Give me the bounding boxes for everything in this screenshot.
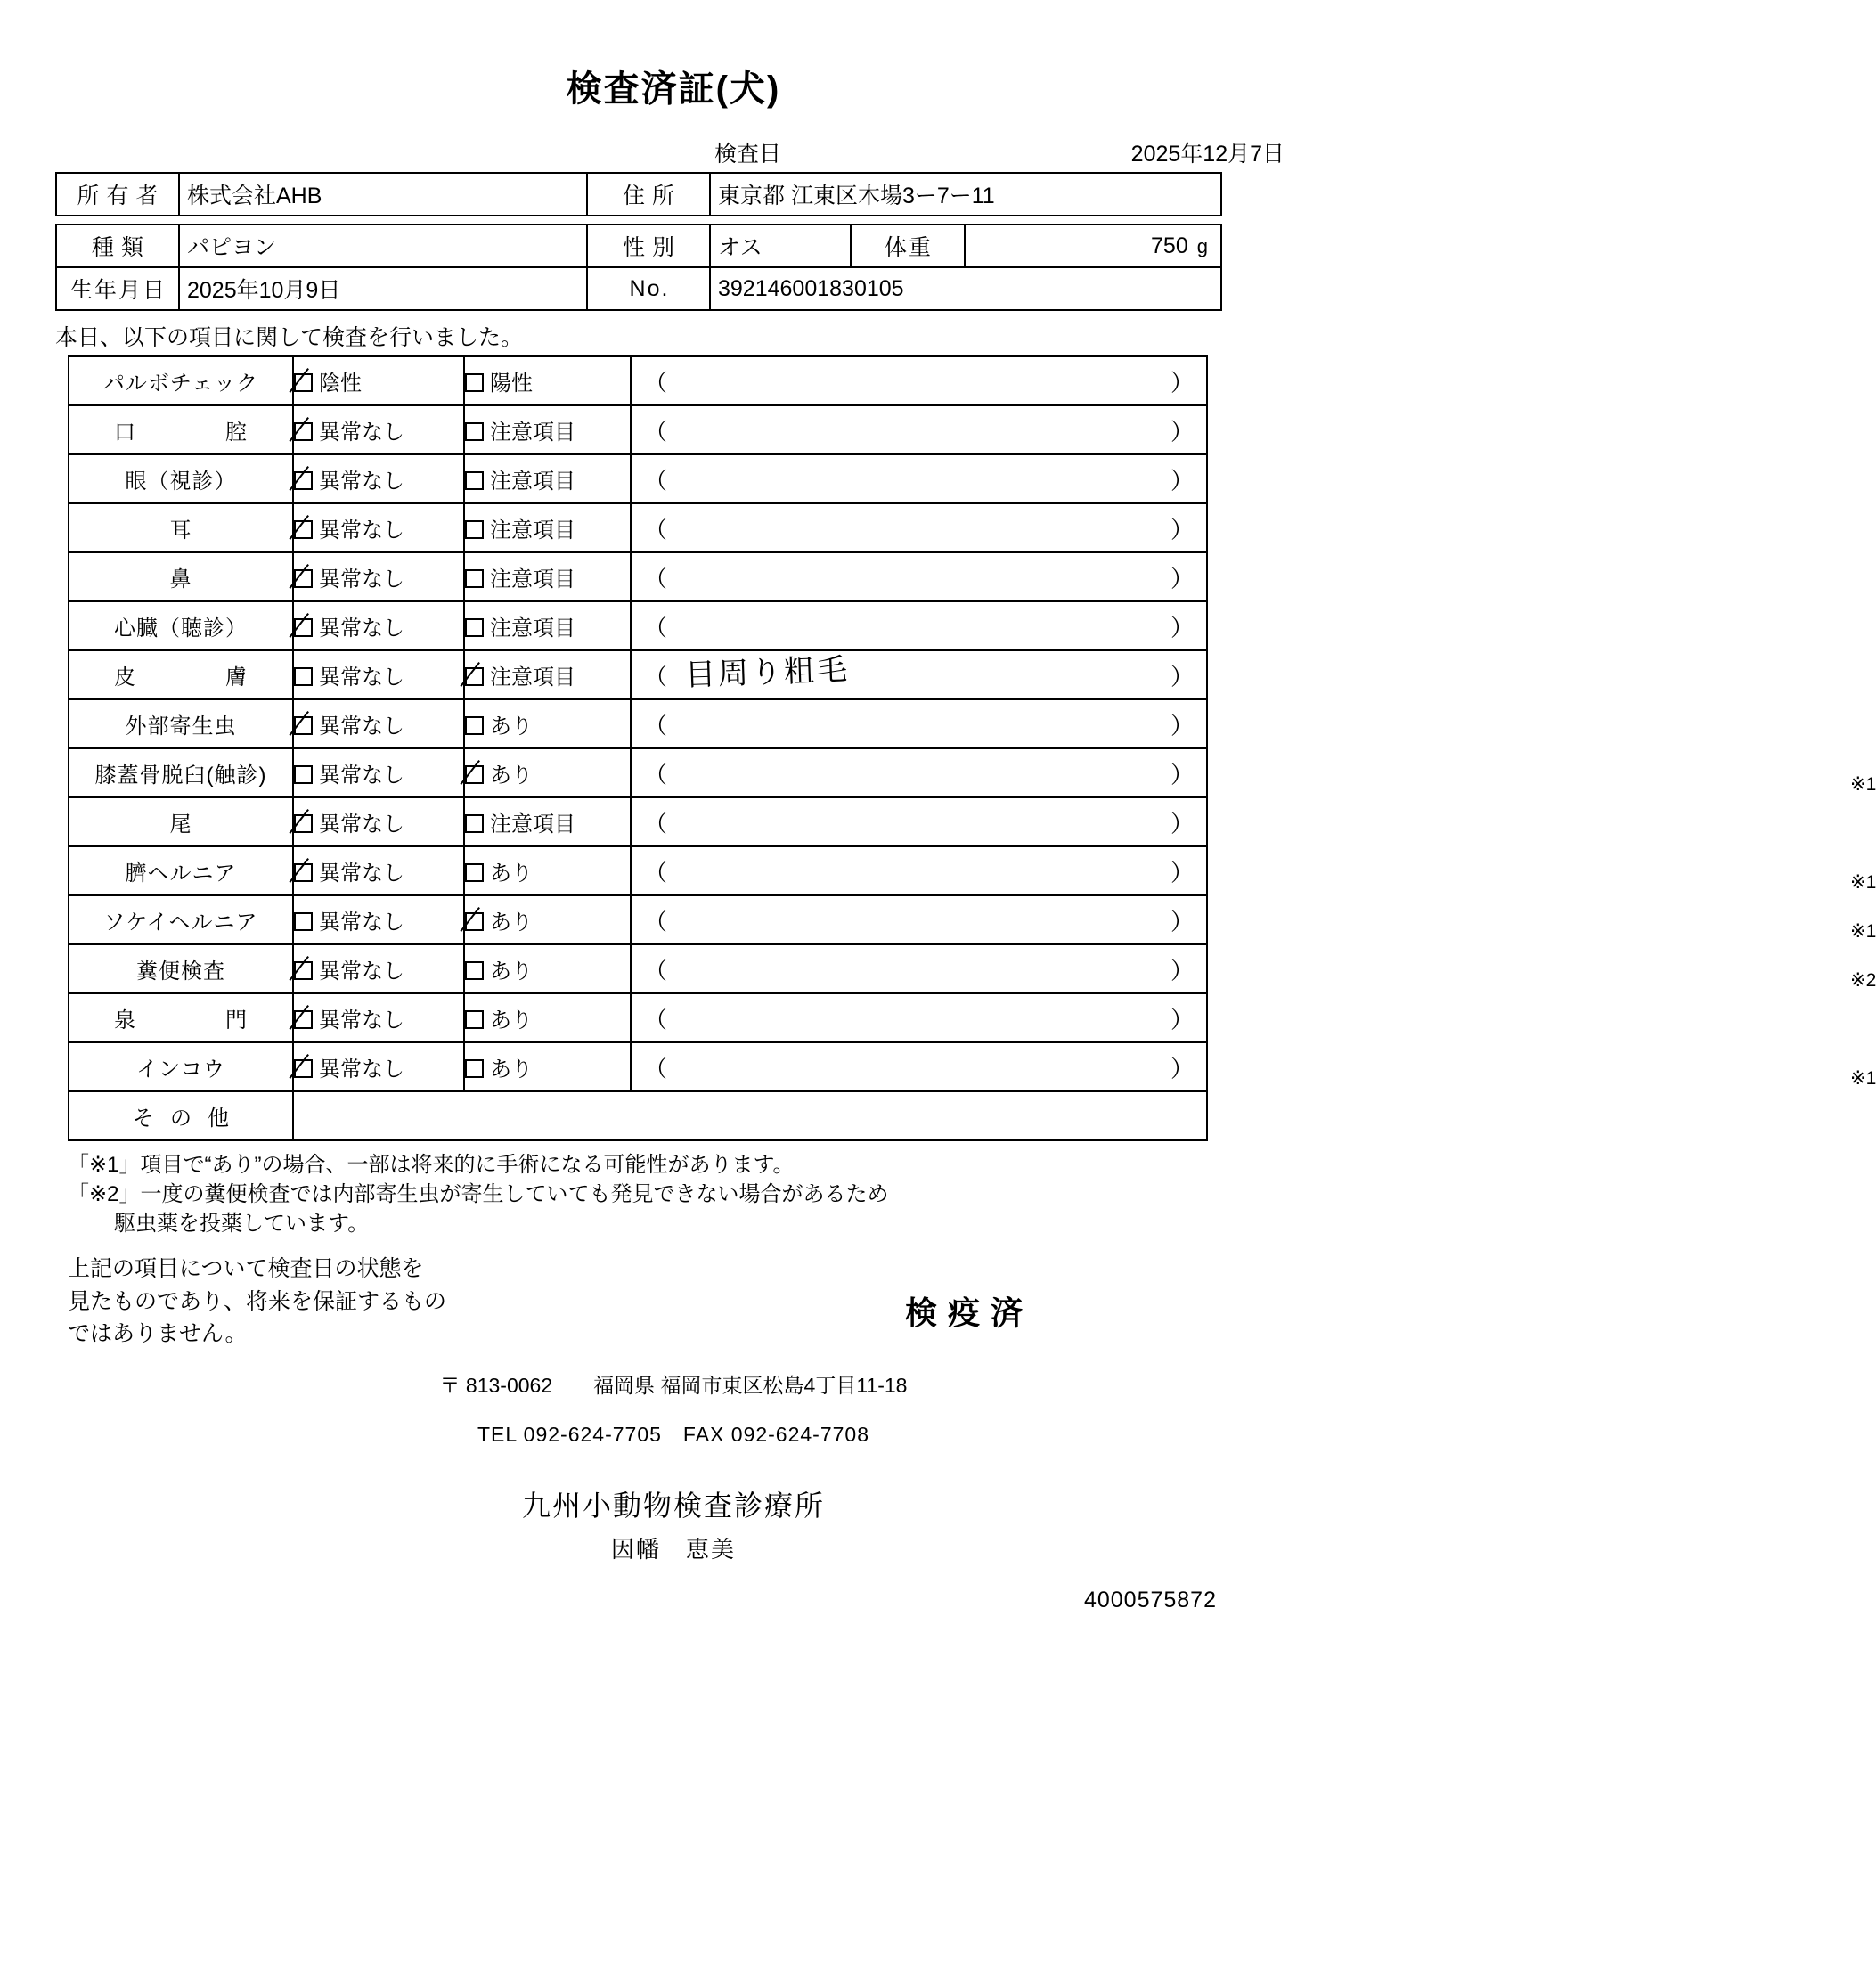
table-row <box>69 699 1207 748</box>
checkbox-icon[interactable] <box>294 1010 313 1029</box>
comment-cell[interactable] <box>631 650 1207 699</box>
option-2-label: あり <box>490 714 533 739</box>
comment-cell[interactable] <box>631 993 1207 1042</box>
checkbox-icon[interactable] <box>465 520 484 539</box>
option-1-cell[interactable] <box>293 650 464 699</box>
inspection-item-label: 膝蓋骨脱臼(触診) <box>69 748 293 797</box>
exam-date-line <box>55 136 1292 167</box>
option-1-label: 異常なし <box>319 470 404 494</box>
inspection-item-label: 尾 <box>69 797 293 846</box>
paren-open: （ <box>644 516 668 543</box>
checkbox-icon[interactable] <box>465 912 484 931</box>
option-1-cell[interactable] <box>293 748 464 797</box>
checkbox-icon[interactable] <box>465 1010 484 1029</box>
paren-close: ） <box>1170 369 1194 396</box>
option-1-label: 異常なし <box>319 910 404 935</box>
paren-close: ） <box>1170 516 1194 543</box>
weight-value: 750 <box>1151 233 1188 258</box>
inspection-rows <box>69 356 1876 1091</box>
animal-table <box>55 224 1222 311</box>
comment-cell[interactable] <box>631 1042 1876 1091</box>
checkbox-icon[interactable] <box>465 667 484 686</box>
checkbox-icon[interactable] <box>465 569 484 588</box>
option-1-label: 異常なし <box>319 714 404 739</box>
inspection-table <box>68 355 1876 1141</box>
inspection-item-label: ソケイヘルニア <box>69 895 293 944</box>
inspection-item-label: 心臓（聴診） <box>69 601 293 650</box>
closing-statement <box>68 1253 1292 1350</box>
table-row <box>69 356 1207 405</box>
paren-close: ） <box>1170 418 1194 445</box>
inspection-item-label: 糞便検査 <box>69 944 293 993</box>
paren-open: （ <box>644 1006 668 1033</box>
table-row <box>69 1042 1207 1091</box>
inspection-item-label: 外部寄生虫 <box>69 699 293 748</box>
checkbox-icon[interactable] <box>465 716 484 735</box>
table-row <box>69 650 1207 699</box>
option-1-label: 異常なし <box>319 959 404 984</box>
table-row <box>69 797 1207 846</box>
paren-close: ） <box>1170 614 1194 641</box>
sex-label: 性別 <box>587 225 710 267</box>
handwritten-comment: 目周り粗毛 <box>684 651 851 694</box>
option-2-cell[interactable] <box>464 650 631 699</box>
comment-cell[interactable] <box>631 797 1207 846</box>
breed-value: パピヨン <box>179 225 587 267</box>
option-1-cell[interactable] <box>293 895 464 944</box>
sex-value: オス <box>710 225 851 267</box>
option-2-label: 注意項目 <box>490 616 575 641</box>
table-row <box>69 895 1207 944</box>
exam-date-value: 2025年12月7日 <box>1130 142 1285 167</box>
option-1-cell[interactable] <box>293 454 464 503</box>
paren-open: （ <box>644 467 668 494</box>
option-2-label: あり <box>490 1008 533 1033</box>
comment-cell[interactable] <box>631 356 1207 405</box>
option-1-cell[interactable] <box>293 552 464 601</box>
table-row <box>69 748 1207 797</box>
option-2-cell[interactable] <box>464 993 631 1042</box>
option-1-label: 異常なし <box>319 1008 404 1033</box>
paren-close: ） <box>1170 761 1194 788</box>
weight-value-cell <box>965 225 1221 267</box>
option-2-label: あり <box>490 959 533 984</box>
option-2-label: 注意項目 <box>490 518 575 543</box>
paren-close: ） <box>1170 810 1194 837</box>
owner-label: 所有者 <box>56 173 179 216</box>
comment-cell[interactable] <box>631 944 1876 993</box>
option-2-label: 注意項目 <box>490 421 575 445</box>
closing-line-2: 見たものであり、将来を保証するもの <box>68 1288 447 1314</box>
option-2-label: あり <box>490 1057 533 1082</box>
checkbox-icon[interactable] <box>465 1059 484 1078</box>
weight-unit: g <box>1196 234 1208 257</box>
paren-close: ） <box>1170 712 1194 739</box>
paren-close: ） <box>1170 1055 1194 1082</box>
option-1-label: 異常なし <box>319 763 404 788</box>
paren-open: （ <box>644 810 668 837</box>
paren-close: ） <box>1170 467 1194 494</box>
inspection-item-label: 皮 膚 <box>69 650 293 699</box>
checkbox-icon[interactable] <box>465 373 484 392</box>
option-2-cell[interactable] <box>464 797 631 846</box>
owner-value: 株式会社AHB <box>179 173 587 216</box>
checkbox-icon[interactable] <box>294 814 313 833</box>
paren-open: （ <box>644 369 668 396</box>
option-2-cell[interactable] <box>464 503 631 552</box>
checkbox-icon[interactable] <box>294 618 313 637</box>
table-row <box>56 225 1221 267</box>
closing-line-1: 上記の項目について検査日の状態を <box>68 1256 424 1282</box>
quarantine-stamp: 検疫済 <box>905 1294 1034 1332</box>
option-1-cell[interactable] <box>293 944 464 993</box>
option-1-cell[interactable] <box>293 601 464 650</box>
comment-cell[interactable] <box>631 503 1207 552</box>
paren-open: （ <box>644 418 668 445</box>
table-row <box>56 267 1221 310</box>
checkbox-icon[interactable] <box>465 618 484 637</box>
option-2-cell[interactable] <box>464 1042 631 1091</box>
option-2-cell[interactable] <box>464 846 631 895</box>
option-2-cell[interactable] <box>464 356 631 405</box>
clinic-postal-address: 〒 813-0062 福岡県 福岡市東区松島4丁目11-18 <box>439 1374 908 1398</box>
option-2-label: あり <box>490 910 533 935</box>
paren-open: （ <box>644 663 668 690</box>
inspection-item-label: 耳 <box>69 503 293 552</box>
paren-open: （ <box>644 712 668 739</box>
table-row <box>69 454 1207 503</box>
checkbox-icon[interactable] <box>465 961 484 980</box>
inspection-item-label: 眼（視診） <box>69 454 293 503</box>
option-1-label: 異常なし <box>319 616 404 641</box>
table-row <box>56 173 1221 216</box>
table-row <box>69 846 1207 895</box>
footnote-marker: ※2 <box>1850 969 1876 991</box>
option-1-label: 異常なし <box>319 1057 404 1082</box>
option-2-cell[interactable] <box>464 552 631 601</box>
table-row <box>69 993 1207 1042</box>
paren-close: ） <box>1170 957 1194 984</box>
comment-cell[interactable] <box>631 454 1207 503</box>
table-row <box>69 552 1207 601</box>
checkbox-icon[interactable] <box>294 520 313 539</box>
paren-open: （ <box>644 908 668 935</box>
paren-close: ） <box>1170 663 1194 690</box>
checkbox-icon[interactable] <box>294 1059 313 1078</box>
option-2-label: 注意項目 <box>490 665 575 690</box>
inspection-item-label: 泉 門 <box>69 993 293 1042</box>
comment-cell[interactable] <box>631 405 1207 454</box>
option-1-label: 異常なし <box>319 567 404 592</box>
option-1-cell[interactable] <box>293 503 464 552</box>
page-title: 検査済証(犬) <box>566 69 781 109</box>
option-2-label: 陽性 <box>490 372 533 396</box>
certificate-page <box>0 61 1876 1976</box>
other-row <box>69 1091 1207 1140</box>
footnote-marker: ※1 <box>1850 1067 1876 1089</box>
checkbox-icon[interactable] <box>294 912 313 931</box>
checkbox-icon[interactable] <box>294 863 313 882</box>
option-1-cell[interactable] <box>293 405 464 454</box>
option-2-cell[interactable] <box>464 454 631 503</box>
footnote-marker: ※1 <box>1850 920 1876 942</box>
option-1-label: 異常なし <box>319 518 404 543</box>
paren-close: ） <box>1170 908 1194 935</box>
paren-open: （ <box>644 565 668 592</box>
comment-cell[interactable] <box>631 895 1876 944</box>
option-2-label: 注意項目 <box>490 812 575 837</box>
comment-cell[interactable] <box>631 748 1876 797</box>
inspection-item-label: インコウ <box>69 1042 293 1091</box>
option-2-label: 注意項目 <box>490 567 575 592</box>
closing-line-3: ではありません。 <box>68 1320 248 1346</box>
inspection-item-label: 鼻 <box>69 552 293 601</box>
checkbox-icon[interactable] <box>465 814 484 833</box>
checkbox-icon[interactable] <box>294 373 313 392</box>
option-1-cell[interactable] <box>293 993 464 1042</box>
checkbox-icon[interactable] <box>294 569 313 588</box>
footnote-marker: ※1 <box>1850 871 1876 893</box>
checkbox-icon[interactable] <box>294 765 313 784</box>
inspection-item-label: 口 腔 <box>69 405 293 454</box>
option-1-label: 異常なし <box>319 421 404 445</box>
option-1-cell[interactable] <box>293 356 464 405</box>
comment-cell[interactable] <box>631 846 1876 895</box>
footnotes <box>68 1150 1292 1238</box>
clinic-name: 九州小動物検査診療所 <box>521 1490 825 1523</box>
comment-cell[interactable] <box>631 699 1207 748</box>
footnote-2: 「※2」一度の糞便検査では内部寄生虫が寄生していても発見できない場合があるため <box>68 1182 889 1207</box>
checkbox-icon[interactable] <box>465 422 484 441</box>
paren-close: ） <box>1170 859 1194 886</box>
option-2-cell[interactable] <box>464 405 631 454</box>
paren-open: （ <box>644 614 668 641</box>
option-2-label: あり <box>490 861 533 886</box>
veterinarian-name: 因幡 恵美 <box>610 1536 736 1564</box>
checkbox-icon[interactable] <box>294 667 313 686</box>
comment-cell[interactable] <box>631 601 1207 650</box>
option-1-label: 異常なし <box>319 861 404 886</box>
inspection-item-label: パルボチェック <box>69 356 293 405</box>
inspection-item-label: 臍ヘルニア <box>69 846 293 895</box>
checkbox-icon[interactable] <box>294 422 313 441</box>
table-row <box>69 503 1207 552</box>
option-2-cell[interactable] <box>464 699 631 748</box>
table-row <box>69 405 1207 454</box>
checkbox-icon[interactable] <box>294 716 313 735</box>
other-label: その他 <box>69 1091 293 1140</box>
serial-number: 4000575872 <box>1083 1588 1217 1613</box>
table-row <box>69 601 1207 650</box>
option-2-cell[interactable] <box>464 748 631 797</box>
checkbox-icon[interactable] <box>465 471 484 490</box>
option-1-cell[interactable] <box>293 797 464 846</box>
address-value: 東京都 江東区木場3ー7ー11 <box>710 173 1221 216</box>
paren-close: ） <box>1170 1006 1194 1033</box>
number-value: 392146001830105 <box>710 267 1221 310</box>
address-label: 住所 <box>587 173 710 216</box>
paren-open: （ <box>644 1055 668 1082</box>
clinic-telephone: TEL 092-624-7705 FAX 092-624-7708 <box>477 1423 870 1447</box>
intro-text: 本日、以下の項目に関して検査を行いました。 <box>55 325 524 350</box>
option-2-cell[interactable] <box>464 944 631 993</box>
table-row <box>69 944 1207 993</box>
footnote-1: 「※1」項目で“あり”の場合、一部は将来的に手術になる可能性があります。 <box>68 1153 795 1177</box>
comment-cell[interactable] <box>631 552 1207 601</box>
option-1-cell[interactable] <box>293 846 464 895</box>
birthday-value: 2025年10月9日 <box>179 267 587 310</box>
paren-close: ） <box>1170 565 1194 592</box>
breed-label: 種類 <box>56 225 179 267</box>
footnote-marker: ※1 <box>1850 773 1876 795</box>
option-1-cell[interactable] <box>293 1042 464 1091</box>
exam-date-label: 検査日 <box>714 142 782 167</box>
checkbox-icon[interactable] <box>465 863 484 882</box>
option-1-label: 異常なし <box>319 812 404 837</box>
number-label: No. <box>587 267 710 310</box>
option-2-cell[interactable] <box>464 895 631 944</box>
option-1-label: 陰性 <box>319 372 362 396</box>
footnote-3: 駆虫薬を投薬しています。 <box>114 1212 370 1237</box>
birthday-label: 生年月日 <box>56 267 179 310</box>
weight-label: 体重 <box>851 225 965 267</box>
checkbox-icon[interactable] <box>294 471 313 490</box>
option-2-label: 注意項目 <box>490 470 575 494</box>
paren-open: （ <box>644 957 668 984</box>
option-2-label: あり <box>490 763 533 788</box>
paren-open: （ <box>644 761 668 788</box>
checkbox-icon[interactable] <box>465 765 484 784</box>
owner-table <box>55 172 1222 216</box>
option-1-label: 異常なし <box>319 665 404 690</box>
paren-open: （ <box>644 859 668 886</box>
checkbox-icon[interactable] <box>294 961 313 980</box>
option-2-cell[interactable] <box>464 601 631 650</box>
other-value <box>293 1091 1207 1140</box>
option-1-cell[interactable] <box>293 699 464 748</box>
